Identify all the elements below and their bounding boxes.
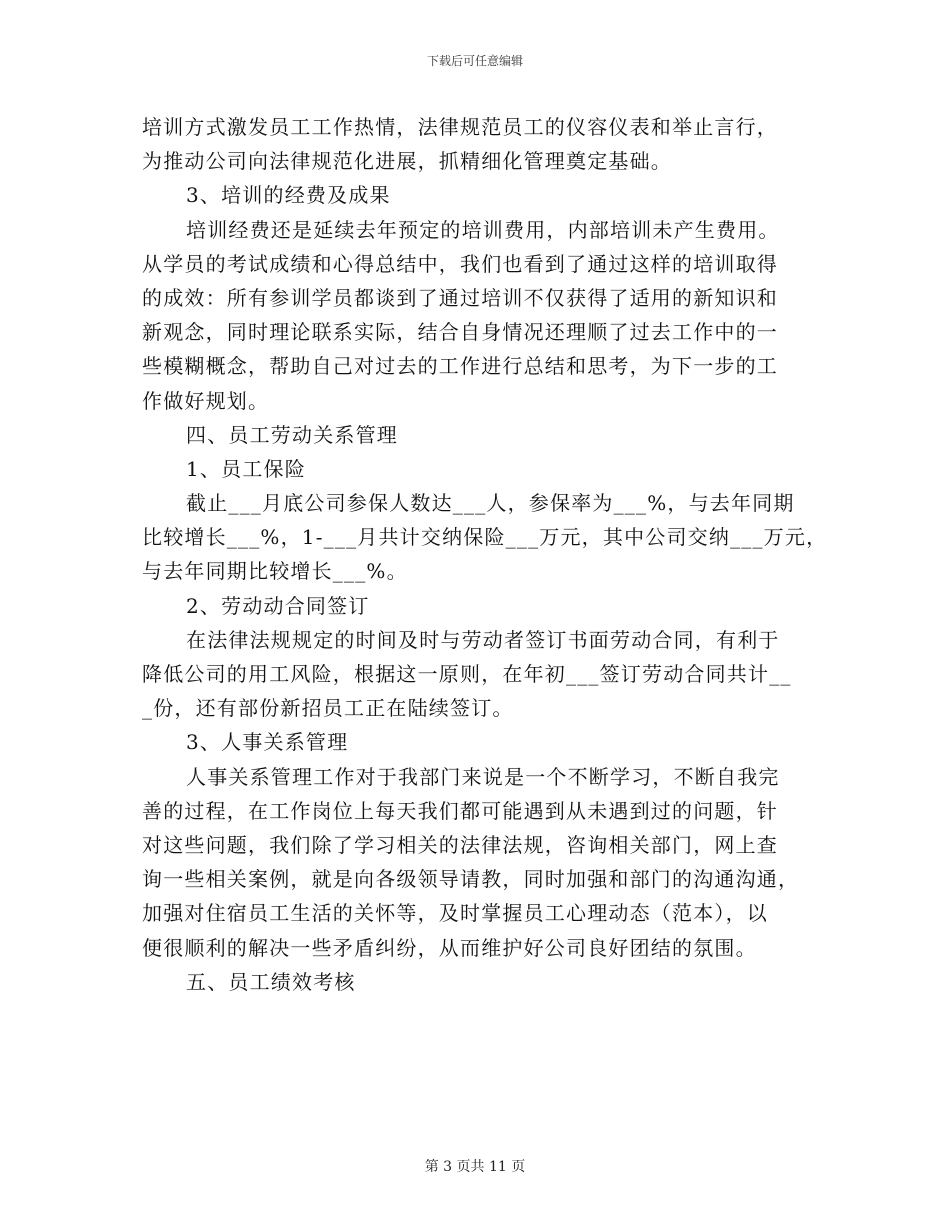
- text-line: 在法律法规规定的时间及时与劳动者签订书面劳动合同，有利于: [186, 627, 780, 652]
- section-heading: 1、员工保险: [186, 456, 306, 481]
- text-line: 对这些问题，我们除了学习相关的法律法规，咨询相关部门，网上查: [142, 832, 778, 857]
- text-line: _份，还有部份新招员工正在陆续签订。: [142, 696, 514, 721]
- text-line: 培训经费还是延续去年预定的培训费用，内部培训未产生费用。: [186, 217, 780, 242]
- text-line: 降低公司的用工风险，根据这一原则，在年初___签订劳动合同共计__: [142, 662, 792, 686]
- text-line: 加强对住宿员工生活的关怀等，及时掌握员工心理动态（范本），以: [142, 901, 768, 926]
- text-line: 与去年同期比较增长___%。: [142, 559, 408, 584]
- page-header-note: 下载后可任意编辑: [426, 54, 523, 68]
- text-line: 培训方式激发员工工作热情，法律规范员工的仪容仪表和举止言行，: [142, 115, 778, 139]
- text-line: 人事关系管理工作对于我部门来说是一个不断学习，不断自我完: [186, 764, 780, 789]
- text-line: 询一些相关案例，就是向各级领导请教，同时加强和部门的沟通沟通，: [142, 867, 800, 892]
- section-heading: 3、培训的经费及成果: [186, 183, 391, 208]
- text-line: 截止___月底公司参保人数达___人，参保率为___%，与去年同期: [186, 491, 795, 516]
- section-heading: 2、劳动动合同签订: [186, 593, 370, 618]
- text-line: 便很顺利的解决一些矛盾纠纷，从而维护好公司良好团结的氛围。: [142, 935, 757, 960]
- section-heading: 3、人事关系管理: [186, 730, 349, 755]
- text-line: 些模糊概念，帮助自己对过去的工作进行总结和思考，为下一步的工: [142, 354, 778, 379]
- text-line: 新观念，同时理论联系实际，结合自身情况还理顺了过去工作中的一: [142, 320, 778, 345]
- page-number: 第 3 页共 11 页: [424, 1159, 526, 1175]
- text-line: 的成效：所有参训学员都谈到了通过培训不仅获得了适用的新知识和: [142, 285, 778, 310]
- document-body: [142, 110, 828, 999]
- section-heading: 五、员工绩效考核: [186, 969, 356, 994]
- section-heading: 四、员工劳动关系管理: [186, 422, 398, 447]
- text-line: 为推动公司向法律规范化进展，抓精细化管理奠定基础。: [142, 149, 672, 174]
- text-line: 作做好规划。: [142, 388, 270, 413]
- text-line: 从学员的考试成绩和心得总结中，我们也看到了通过这样的培训取得: [142, 251, 778, 276]
- body-text: [142, 110, 828, 999]
- text-line: 比较增长___%，1-___月共计交纳保险___万元，其中公司交纳___万元，: [142, 525, 828, 550]
- text-line: 善的过程，在工作岗位上每天我们都可能遇到从未遇到过的问题，针: [142, 798, 778, 823]
